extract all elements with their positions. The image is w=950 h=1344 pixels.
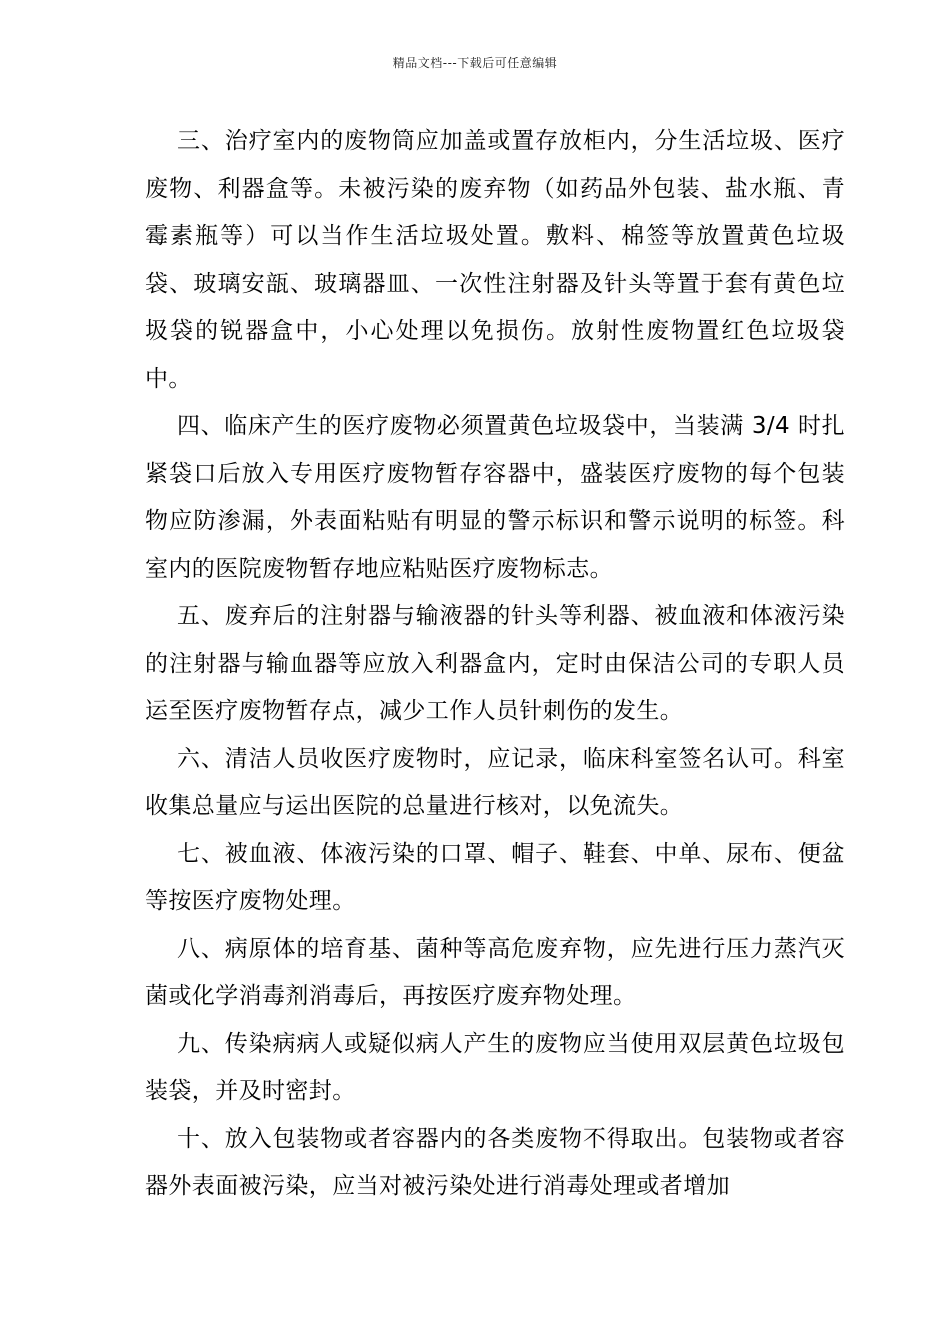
paragraph-3: 三、治疗室内的废物筒应加盖或置存放柜内，分生活垃圾、医疗废物、利器盒等。未被污染的废弃物（如药品外包装、盐水瓶、青霉素瓶等）可以当作生活垃圾处置。敷料、棉签等放置黄色垃圾袋、玻璃安瓿、玻璃器皿、一次性注射器及针头等置于套有黄色垃圾袋的锐器盒中，小心处理以免损伤。放射性废物置红色垃圾袋中。: [145, 128, 845, 392]
paragraph-5: 五、废弃后的注射器与输液器的针头等利器、被血液和体液污染的注射器与输血器等应放入利器盒内，定时由保洁公司的专职人员运至医疗废物暂存点，减少工作人员针刺伤的发生。: [145, 603, 845, 724]
paragraph-7: 七、被血液、体液污染的口罩、帽子、鞋套、中单、尿布、便盆等按医疗废物处理。: [145, 840, 845, 914]
paragraph-6: 六、清洁人员收医疗废物时，应记录，临床科室签名认可。科室收集总量应与运出医院的总量进行核对，以免流失。: [145, 745, 845, 819]
page-header: 精品文档---下载后可任意编辑: [392, 56, 558, 70]
paragraph-10: 十、放入包装物或者容器内的各类废物不得取出。包装物或者容器外表面被污染，应当对被污染处进行消毒处理或者增加: [145, 1125, 845, 1199]
document-body: [145, 118, 845, 1211]
paragraph-8: 八、病原体的培育基、菌种等高危废弃物，应先进行压力蒸汽灭菌或化学消毒剂消毒后，再按医疗废弃物处理。: [145, 935, 845, 1009]
paragraph-9: 九、传染病病人或疑似病人产生的废物应当使用双层黄色垃圾包装袋，并及时密封。: [145, 1030, 845, 1104]
paragraph-4: 四、临床产生的医疗废物必须置黄色垃圾袋中，当装满 3/4 时扎紧袋口后放入专用医疗废物暂存容器中，盛装医疗废物的每个包装物应防渗漏，外表面粘贴有明显的警示标识和警示说明的标签。科室内的医院废物暂存地应粘贴医疗废物标志。: [145, 413, 845, 582]
